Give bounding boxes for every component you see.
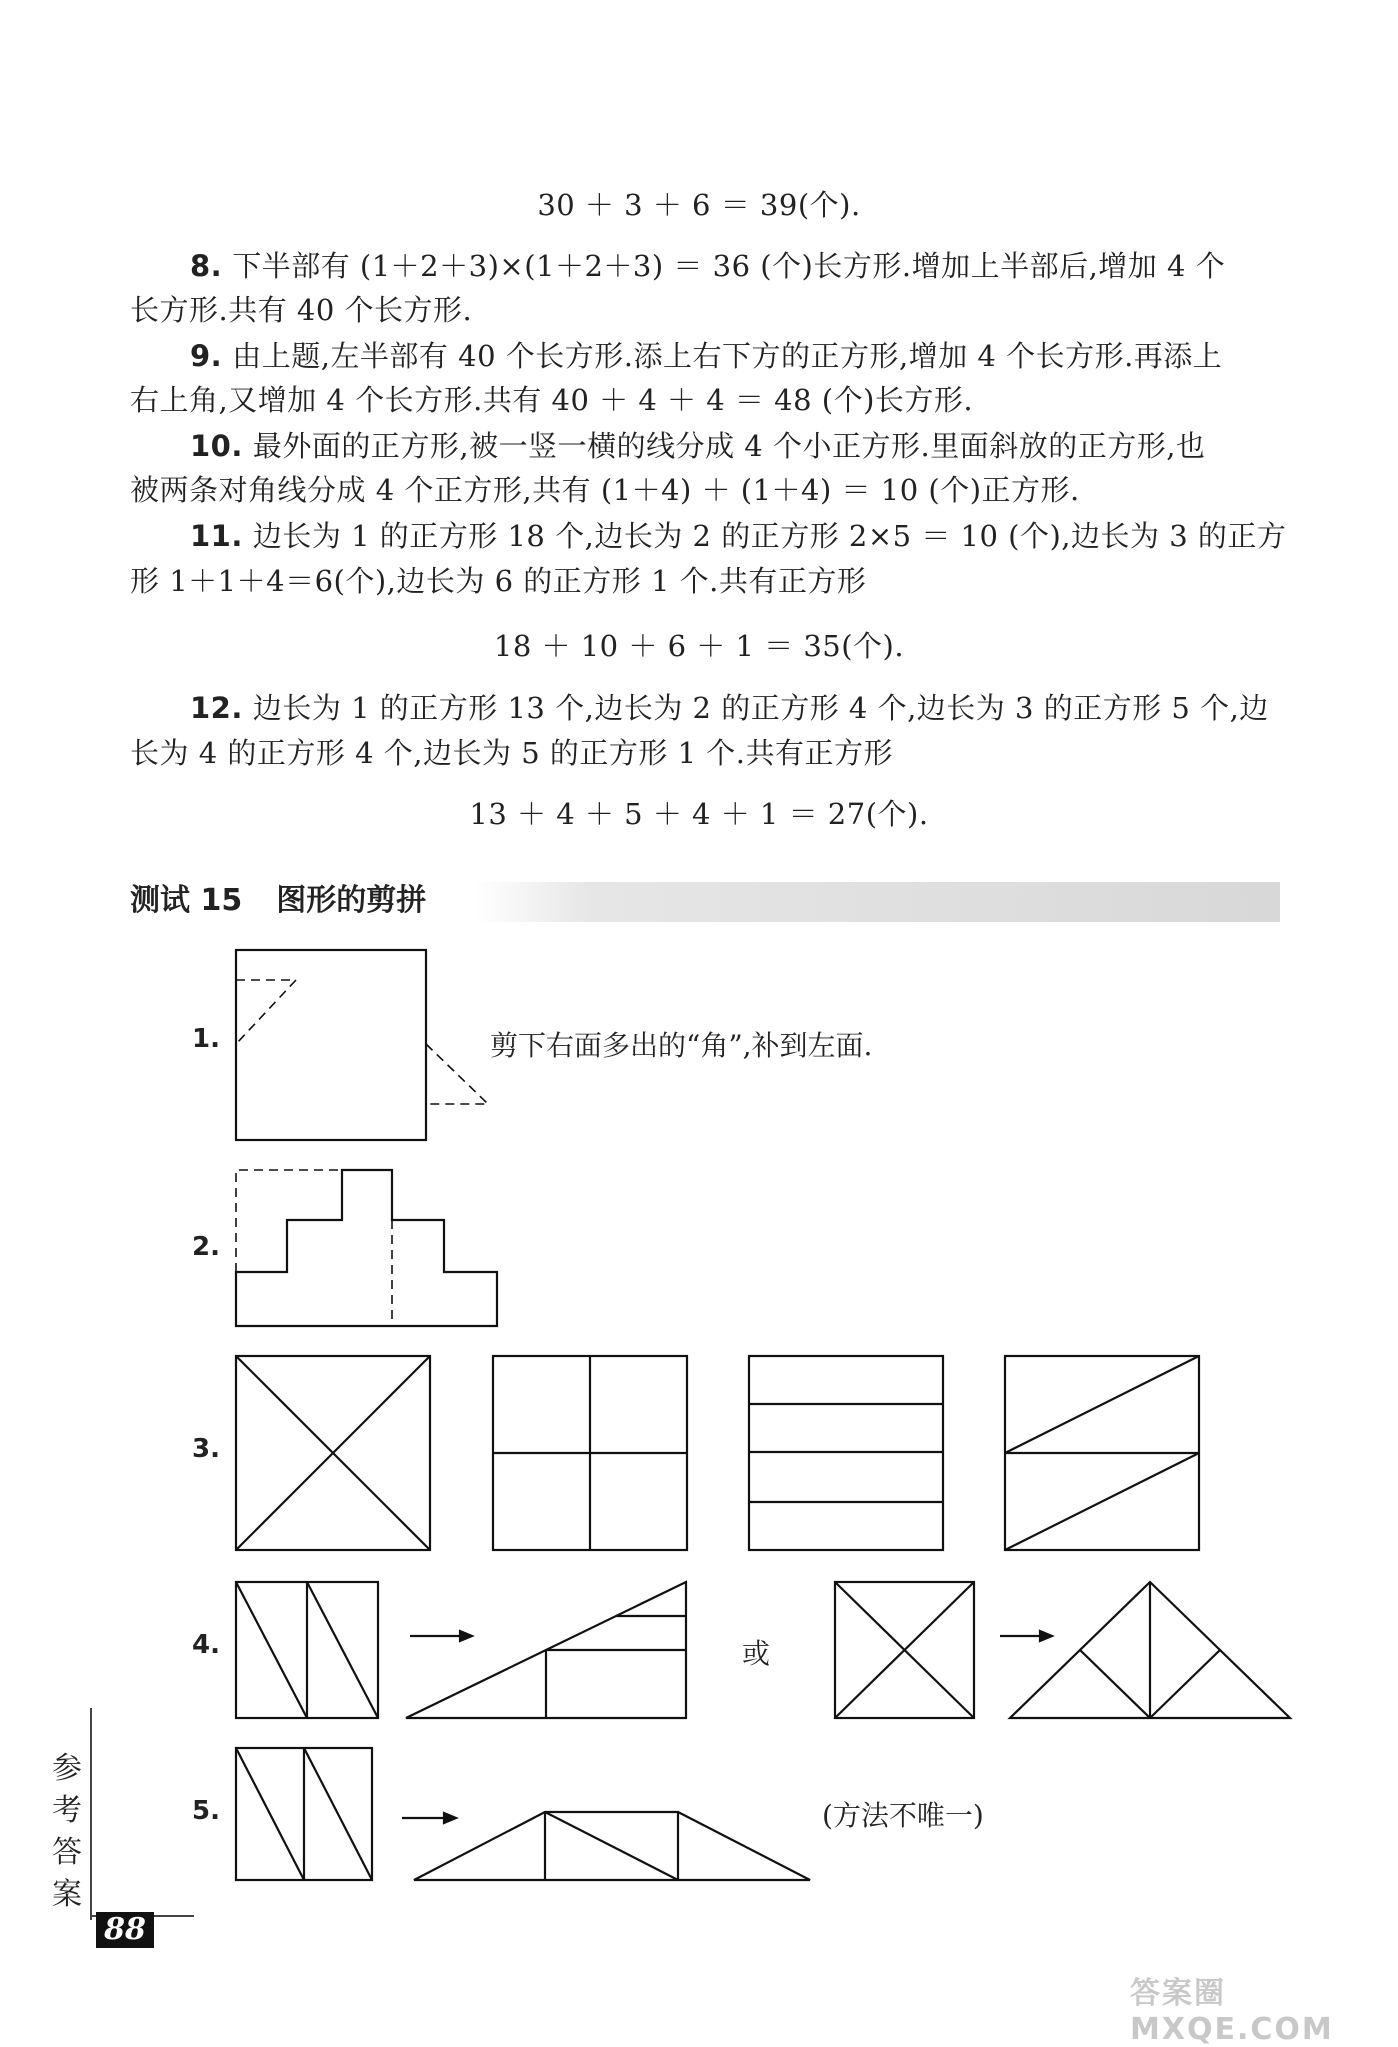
- sidebar-rule: [90, 1708, 92, 1920]
- arrow-4a-icon: [410, 1631, 472, 1641]
- answer-8-number: 8.: [190, 249, 223, 283]
- answer-8-line2: 长方形.共有 40 个长方形.: [130, 293, 473, 327]
- answer-12-equation: 13 ＋ 4 ＋ 5 ＋ 4 ＋ 1 ＝ 27(个).: [469, 797, 929, 831]
- figure-4a-source-square: [236, 1582, 378, 1718]
- figure-5-result-trapezoid: [414, 1812, 810, 1880]
- figure-1-square-with-corner: [236, 950, 488, 1140]
- page-number: 88: [96, 1912, 154, 1948]
- answer-10-number: 10.: [190, 429, 243, 463]
- figure-4b-result-triangle: [1010, 1582, 1290, 1718]
- question-4-number: 4.: [192, 1630, 220, 1660]
- answer-9-number: 9.: [190, 339, 223, 373]
- answer-12-number: 12.: [190, 691, 243, 725]
- sidebar-char: 参: [52, 1751, 82, 1786]
- figure-4a-result-triangle: [406, 1582, 686, 1718]
- answer-8-text1: 下半部有 (1＋2＋3)×(1＋2＋3) ＝ 36 (个)长方形.增加上半部后,增加 4 个: [232, 249, 1226, 283]
- figure-2-staircase: [236, 1170, 497, 1326]
- answer-12-line2: 长为 4 的正方形 4 个,边长为 5 的正方形 1 个.共有正方形: [130, 736, 893, 770]
- figure-3a-diagonals: [236, 1356, 430, 1550]
- sidebar-label: [52, 1748, 82, 1916]
- answer-10-line2: 被两条对角线分成 4 个正方形,共有 (1＋4) ＋ (1＋4) ＝ 10 (个)正方形.: [130, 473, 1080, 507]
- answer-11-number: 11.: [190, 519, 243, 553]
- question-5-number: 5.: [192, 1796, 220, 1826]
- answer-11-line2: 形 1＋1＋4＝6(个),边长为 6 的正方形 1 个.共有正方形: [130, 564, 867, 598]
- answer-11-equation: 18 ＋ 10 ＋ 6 ＋ 1 ＝ 35(个).: [493, 629, 905, 663]
- sidebar-char: 答: [52, 1835, 82, 1870]
- answer-11-text1: 边长为 1 的正方形 18 个,边长为 2 的正方形 2×5 ＝ 10 (个),边长为 3 的正方: [252, 519, 1287, 553]
- question-5-caption: (方法不唯一): [822, 1799, 984, 1832]
- question-4-or-text: 或: [742, 1637, 771, 1670]
- equation-top: 30 ＋ 3 ＋ 6 ＝ 39(个).: [537, 188, 861, 222]
- question-2-number: 2.: [192, 1232, 220, 1262]
- figure-4b-source-square: [835, 1582, 974, 1718]
- arrow-4b-icon: [1000, 1631, 1052, 1641]
- question-1-caption: 剪下右面多出的“角”,补到左面.: [490, 1029, 873, 1062]
- answer-12-text1: 边长为 1 的正方形 13 个,边长为 2 的正方形 4 个,边长为 3 的正方形 5 个,边: [252, 691, 1269, 725]
- sidebar-char: 考: [52, 1793, 82, 1828]
- arrow-5-icon: [402, 1813, 456, 1823]
- figure-5-source-square: [236, 1748, 372, 1880]
- watermark: 答案圈 MXQE.COM: [1130, 1976, 1334, 2047]
- answer-10-text1: 最外面的正方形,被一竖一横的线分成 4 个小正方形.里面斜放的正方形,也: [252, 429, 1206, 463]
- figure-3d-triangles: [1005, 1356, 1199, 1550]
- sidebar-char: 案: [52, 1877, 82, 1912]
- question-1-number: 1.: [192, 1024, 220, 1054]
- figure-3c-strips: [749, 1356, 943, 1550]
- section-title: 图形的剪拼: [276, 883, 427, 918]
- question-3-number: 3.: [192, 1434, 220, 1464]
- answer-9-line2: 右上角,又增加 4 个长方形.共有 40 ＋ 4 ＋ 4 ＝ 48 (个)长方形.: [130, 383, 974, 417]
- figure-3b-quarters: [493, 1356, 687, 1550]
- section-number: 测试 15: [130, 883, 243, 918]
- answer-9-text1: 由上题,左半部有 40 个长方形.添上右下方的正方形,增加 4 个长方形.再添上: [232, 339, 1223, 373]
